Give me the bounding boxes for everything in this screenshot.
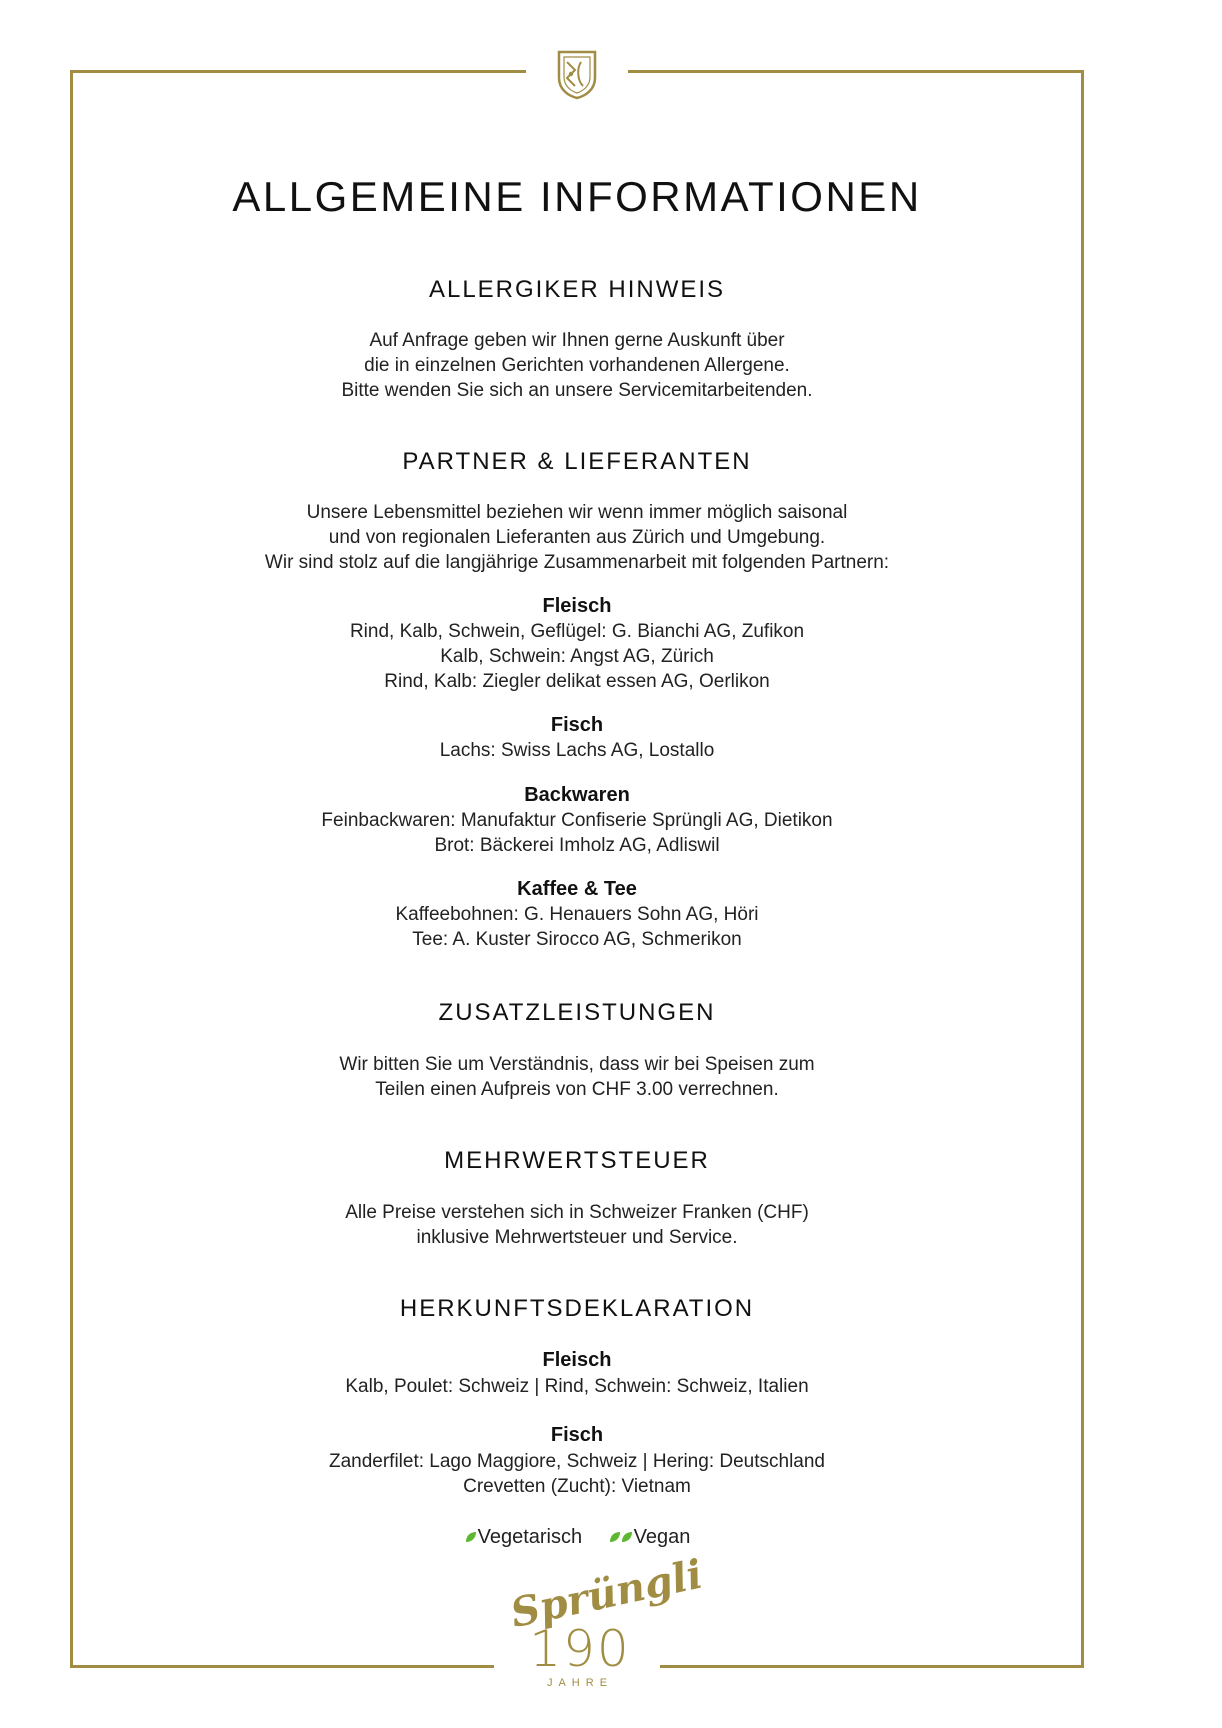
herkunft-fisch-line: Zanderfilet: Lago Maggiore, Schweiz | Hering: Deutschland (328, 1451, 826, 1472)
frame-bottom-left (70, 1665, 494, 1668)
partner-fleisch-line: Rind, Kalb: Ziegler delikat essen AG, Oerlikon (384, 671, 770, 692)
partner-kaffee-title: Kaffee & Tee (517, 878, 637, 900)
legend-vegetarisch (464, 1524, 583, 1551)
partner-kaffee-line: Tee: A. Kuster Sirocco AG, Schmerikon (412, 929, 742, 950)
mwst-text (72, 1200, 1082, 1250)
herkunft-fleisch-title: Fleisch (542, 1349, 612, 1371)
partner-backwaren-line: Brot: Bäckerei Imholz AG, Adliswil (434, 835, 720, 856)
partner-fisch-text (72, 738, 1082, 763)
partner-line: und von regionalen Lieferanten aus Zürich und Umgebung. (328, 527, 826, 548)
partner-kaffee-line: Kaffeebohnen: G. Henauers Sohn AG, Höri (395, 904, 759, 925)
allergiker-text (72, 328, 1082, 403)
allergiker-line: Bitte wenden Sie sich an unsere Servicemitarbeitenden. (341, 380, 813, 401)
partner-fleisch-text (72, 619, 1082, 694)
legend-vegan-label: Vegan (633, 1526, 691, 1548)
partner-line: Wir sind stolz auf die langjährige Zusammenarbeit mit folgenden Partnern: (264, 552, 890, 573)
frame-top-right (628, 70, 1084, 73)
page-title: ALLGEMEINE INFORMATIONEN (232, 173, 922, 220)
partner-backwaren-line: Feinbackwaren: Manufaktur Confiserie Sprüngli AG, Dietikon (321, 810, 833, 831)
zusatz-line: Wir bitten Sie um Verständnis, dass wir bei Speisen zum (339, 1054, 815, 1075)
zusatz-line: Teilen einen Aufpreis von CHF 3.00 verrechnen. (375, 1079, 779, 1100)
allergiker-heading: ALLERGIKER HINWEIS (428, 276, 726, 303)
partner-fleisch-title: Fleisch (542, 595, 612, 617)
allergiker-line: Auf Anfrage geben wir Ihnen gerne Auskunft über (369, 330, 785, 351)
legend-vegan (608, 1524, 691, 1551)
zusatz-text (72, 1052, 1082, 1102)
logo-script: Sprüngli (506, 1550, 707, 1638)
herkunft-fisch-line: Crevetten (Zucht): Vietnam (463, 1476, 691, 1497)
frame-top-left (70, 70, 526, 73)
partner-fisch-line: Lachs: Swiss Lachs AG, Lostallo (439, 740, 715, 761)
leaf-icon (464, 1525, 478, 1551)
spruengli-190-logo (506, 1550, 707, 1714)
herkunft-heading: HERKUNFTSDEKLARATION (399, 1295, 755, 1322)
mwst-line: inklusive Mehrwertsteuer und Service. (416, 1227, 738, 1248)
herkunft-fisch-title: Fisch (550, 1424, 604, 1446)
mwst-heading: MEHRWERTSTEUER (444, 1147, 710, 1174)
partner-line: Unsere Lebensmittel beziehen wir wenn immer möglich saisonal (306, 502, 848, 523)
partner-kaffee-text (72, 902, 1082, 952)
herkunft-fleisch-line: Kalb, Poulet: Schweiz | Rind, Schwein: Schweiz, Italien (345, 1376, 809, 1397)
herkunft-fisch-text (72, 1449, 1082, 1499)
allergiker-line: die in einzelnen Gerichten vorhandenen Allergene. (364, 355, 790, 376)
partner-fleisch-line: Kalb, Schwein: Angst AG, Zürich (440, 646, 714, 667)
herkunft-fleisch-text (72, 1374, 1082, 1399)
spruengli-crest-icon (555, 48, 599, 100)
logo-years: JAHRE (546, 1677, 614, 1689)
partner-heading: PARTNER & LIEFERANTEN (402, 448, 752, 475)
mwst-line: Alle Preise verstehen sich in Schweizer Franken (CHF) (345, 1202, 809, 1223)
frame-bottom-right (660, 1665, 1084, 1668)
double-leaf-icon (608, 1525, 634, 1551)
diet-legend (72, 1524, 1082, 1551)
zusatz-heading: ZUSATZLEISTUNGEN (438, 999, 716, 1026)
partner-fleisch-line: Rind, Kalb, Schwein, Geflügel: G. Bianchi AG, Zufikon (349, 621, 805, 642)
partner-backwaren-text (72, 808, 1082, 858)
partner-fisch-title: Fisch (550, 714, 604, 736)
logo-number: 190 (529, 1620, 631, 1678)
legend-vegetarisch-label: Vegetarisch (477, 1526, 583, 1548)
partner-backwaren-title: Backwaren (524, 784, 630, 806)
partner-text (72, 500, 1082, 575)
